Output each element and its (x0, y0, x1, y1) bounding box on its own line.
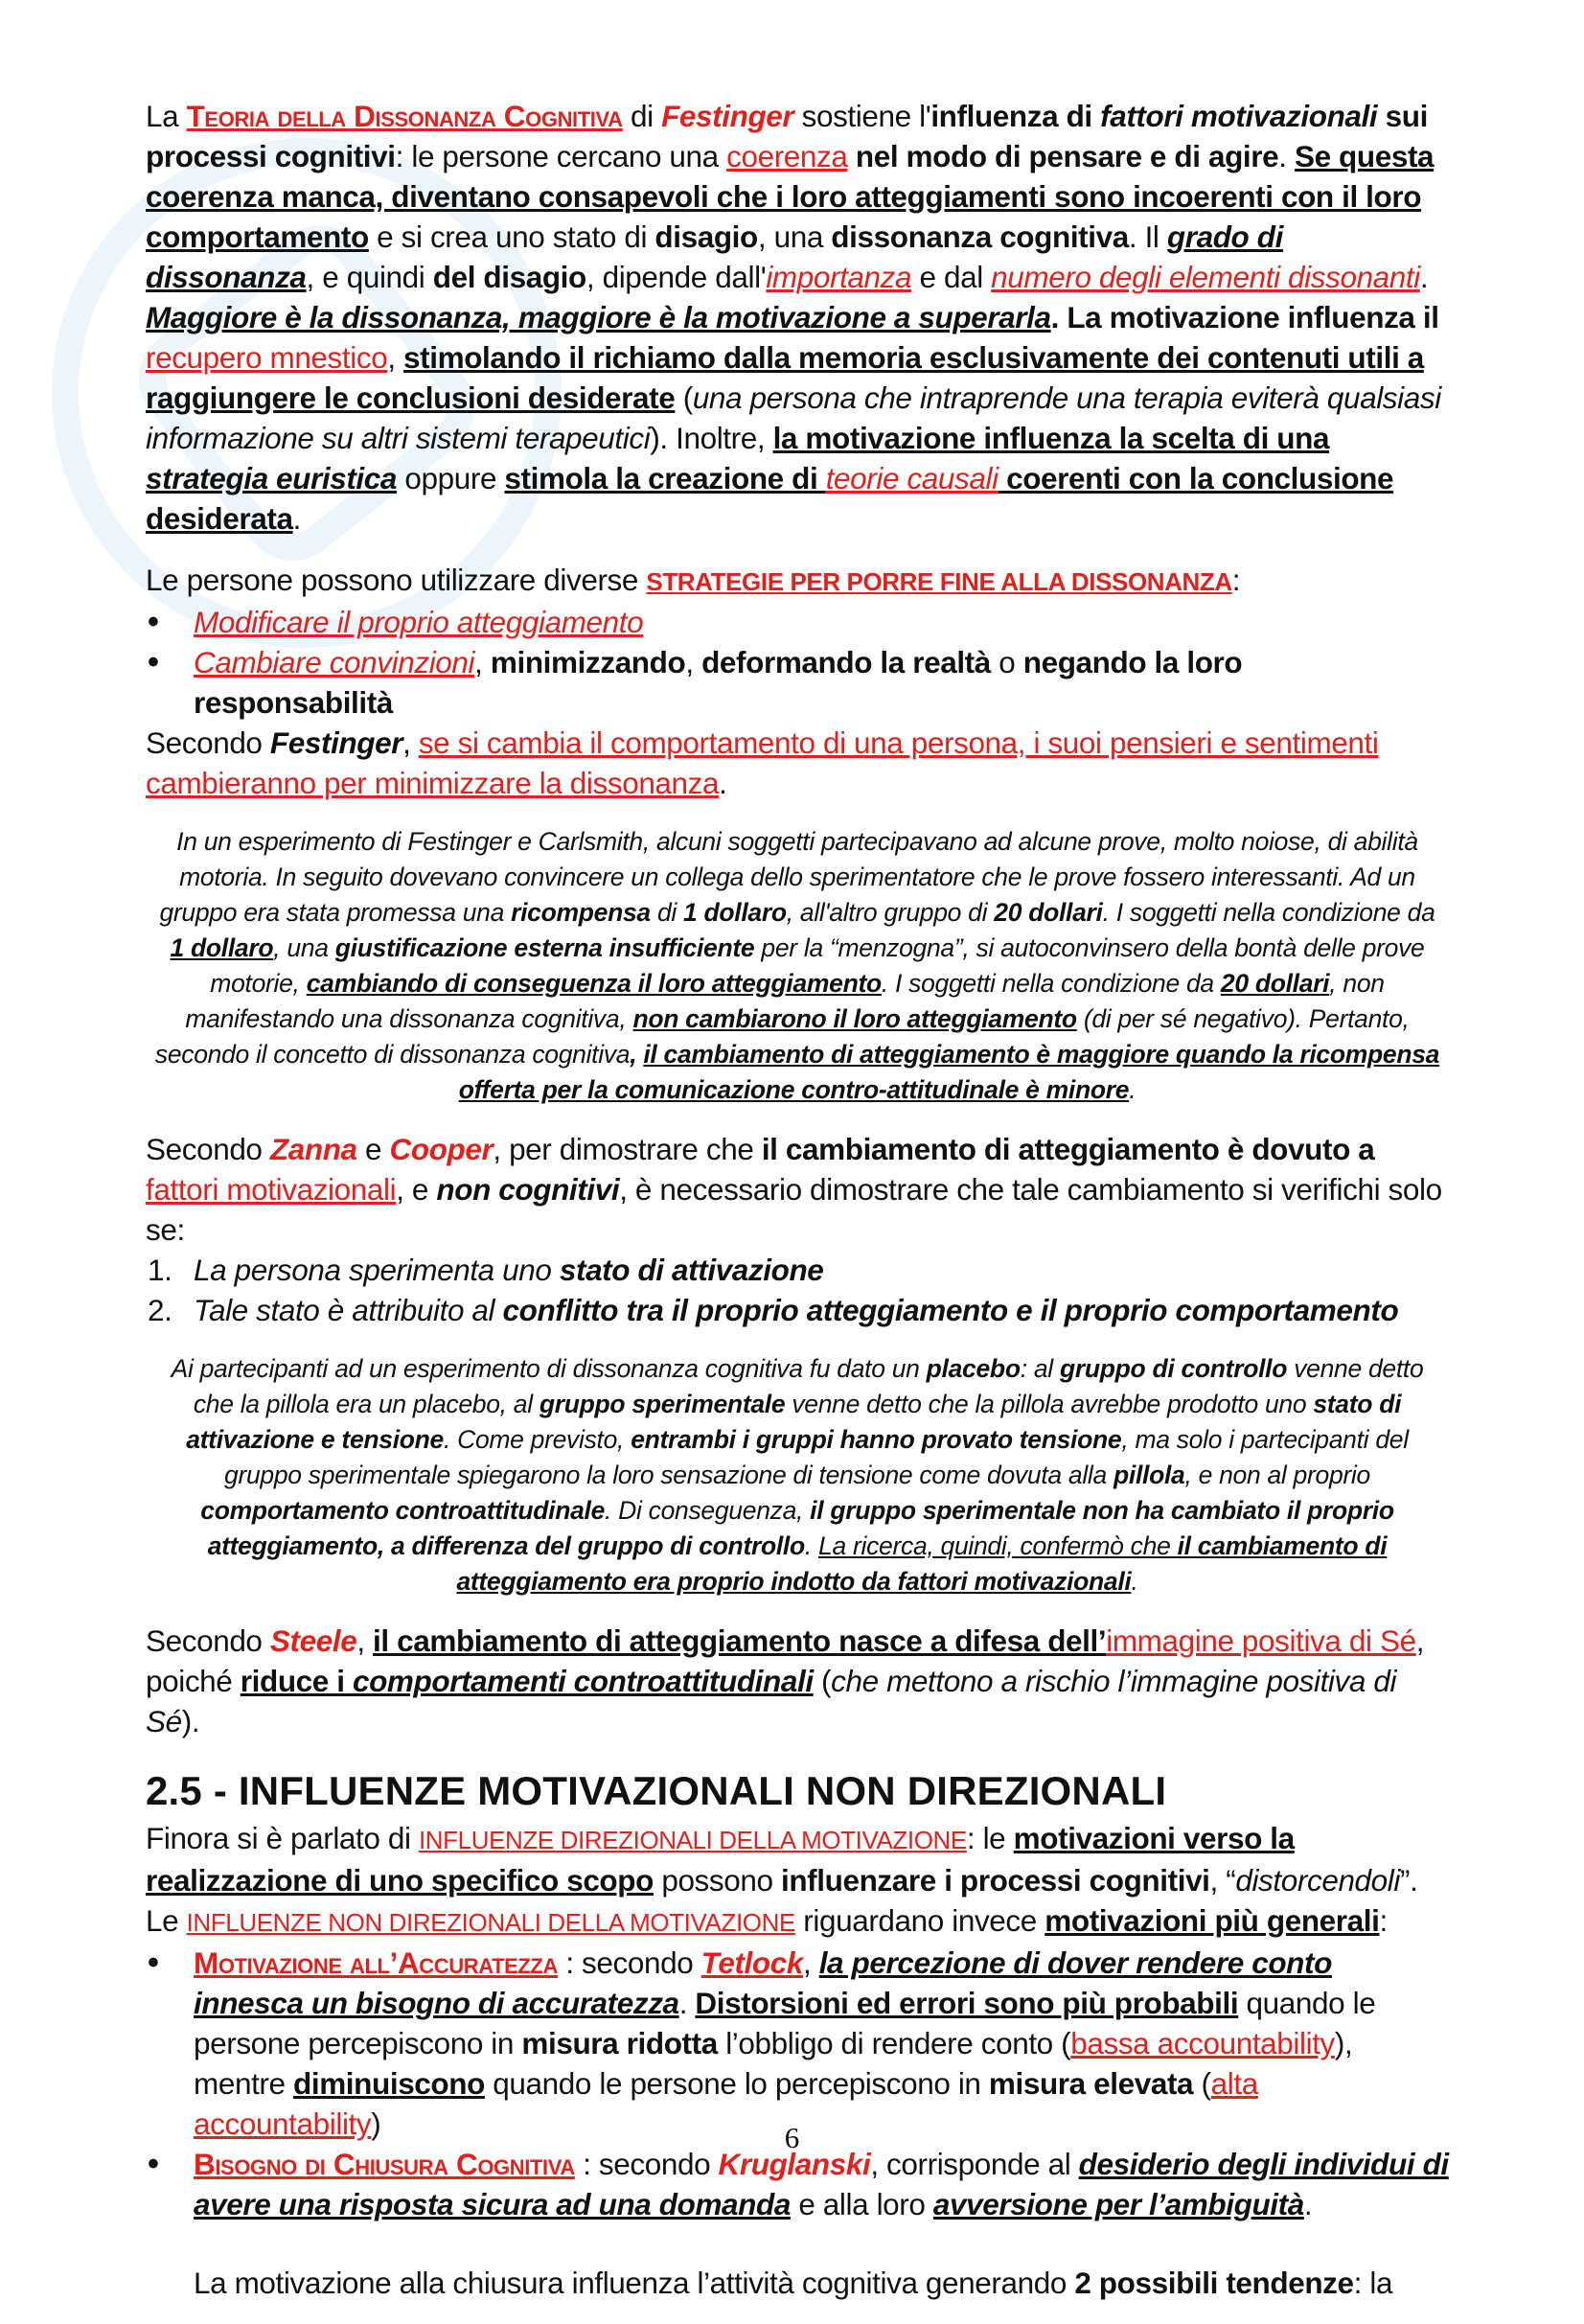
text: , (685, 645, 702, 679)
text: motivazioni verso la realizzazione di uno specifico scopo (146, 1821, 1295, 1898)
text: sui processi cognitivi (146, 99, 1428, 173)
term-immagine-positiva: immagine positiva di Sé (1106, 1623, 1416, 1658)
text: riduce i (240, 1664, 353, 1698)
text: misura ridotta (521, 2026, 718, 2060)
section-heading: 2.5 - INFLUENZE MOTIVAZIONALI NON DIREZIONALI (146, 1768, 1167, 1813)
text: gruppo di controllo (1059, 1354, 1288, 1383)
text: . (1050, 300, 1067, 334)
text: , (387, 340, 404, 375)
text: : la (1353, 2266, 1393, 2300)
text: Finora si è parlato di (146, 1821, 419, 1855)
text: La (146, 99, 187, 133)
term-numero-elementi: numero degli elementi dissonanti (991, 260, 1420, 294)
text: . (1419, 260, 1429, 294)
text: . Il (1128, 219, 1167, 254)
text: comportamenti controattitudinali (352, 1664, 814, 1698)
author-kruglanski: Kruglanski (718, 2147, 871, 2181)
text: ). Inoltre, (650, 421, 773, 455)
text: 1 dollaro (683, 898, 787, 927)
author-steele: Steele (269, 1623, 357, 1658)
text: se si cambia il comportamento di una persona, i suoi pensieri e sentimenti cambieranno per minimizzare la dissonanza (146, 725, 1379, 800)
text: il cambiamento di atteggiamento nasce a difesa dell’ (373, 1623, 1107, 1658)
paragraph-directional-influences (146, 1818, 1449, 1943)
text: Le (146, 1903, 187, 1938)
text: : secondo (574, 2147, 719, 2181)
text: di (650, 898, 684, 927)
text: fattori motivazionali (146, 1172, 397, 1207)
text: stato di attivazione (559, 1253, 824, 1287)
text: 2 possibili tendenze (1074, 2266, 1354, 2300)
text: possono (653, 1863, 781, 1898)
text: , per dimostrare che (493, 1132, 762, 1166)
text: e si crea uno stato di (368, 219, 655, 254)
text: , una (273, 933, 335, 962)
text: il cambiamento di atteggiamento era proprio indotto da fattori motivazionali (456, 1531, 1388, 1596)
text: che mettono a rischio l’immagine positiva di Sé (146, 1664, 1397, 1738)
text: . (292, 501, 301, 536)
text: e dal (911, 260, 992, 294)
text: ( (675, 380, 693, 415)
term-teorie-causali: teorie causali (825, 461, 999, 495)
text: , è necessario dimostrare che tale cambiamento si verifichi solo se: (146, 1172, 1442, 1247)
text: riguardano invece (794, 1903, 1045, 1938)
term-dissonance-theory: Teoria della Dissonanza Cognitiva (186, 99, 623, 133)
author-cooper: Cooper (389, 1132, 494, 1166)
text: il gruppo sperimentale non ha cambiato il proprio atteggiamento, a differenza del gruppo di controllo (207, 1496, 1394, 1560)
text: Se questa coerenza manca, diventano consapevoli che i loro atteggiamenti sono incoerenti con il loro comportamento (146, 139, 1435, 254)
text: non cambiarono il loro atteggiamento (632, 1004, 1077, 1033)
text: ) (371, 2106, 381, 2141)
text: : le (966, 1821, 1014, 1855)
text: distorcendoli (1235, 1863, 1400, 1898)
text: desiderio degli individui di avere una risposta sicura ad una domanda (194, 2147, 1449, 2221)
text: . (678, 1986, 696, 2020)
text: . (1303, 2187, 1313, 2221)
author-zanna: Zanna (269, 1132, 357, 1166)
text: giustificazione esterna insufficiente (334, 933, 755, 962)
text: Festinger (269, 725, 403, 760)
term-coerenza: coerenza (726, 139, 848, 173)
text: , corrisponde al (870, 2147, 1079, 2181)
text: , (630, 1040, 644, 1069)
text: : secondo (557, 1945, 701, 1980)
text: . (1129, 1075, 1136, 1104)
text: disagio (654, 219, 758, 254)
text: , (402, 725, 419, 760)
text: cambiando di conseguenza il loro atteggiamento (306, 969, 882, 998)
text: influenza di (930, 99, 1101, 133)
text: ricompensa (511, 898, 651, 927)
text: , (474, 645, 491, 679)
text: venne detto che la pillola era un placebo, al (193, 1354, 1424, 1418)
text: del disagio (432, 260, 586, 294)
text: oppure (397, 461, 505, 495)
text: non cognitivi (436, 1172, 620, 1207)
text: comportamento controattitudinale (200, 1496, 606, 1525)
paragraph-festinger-theory (146, 96, 1449, 539)
list-item (146, 602, 1449, 642)
text: il cambiamento di atteggiamento è dovuto a (761, 1132, 1375, 1166)
text: fattori motivazionali (1100, 99, 1378, 133)
term-influenze-direzionali: INFLUENZE DIREZIONALI DELLA MOTIVAZIONE (418, 1826, 967, 1854)
text: : (1231, 563, 1241, 597)
text: , (356, 1623, 374, 1658)
text: stimola la creazione di (504, 461, 826, 495)
text: pillola (1113, 1461, 1185, 1489)
text: di (622, 99, 662, 133)
text: avversione per l’ambiguità (932, 2187, 1304, 2221)
text: In un esperimento di Festinger e Carlsmith, alcuni soggetti partecipavano ad alcune prove, molto noiose, di abilità motoria. In seguito dovevano convincere un collega dello sperimentatore che le prove fossero interessanti. Ad un gruppo era stata promessa una (159, 827, 1418, 927)
text: La persona sperimenta uno (194, 1253, 560, 1287)
text: . Come previsto, (443, 1425, 631, 1454)
text: o (990, 645, 1023, 679)
list-item (146, 1250, 1449, 1290)
text: (di per sé negativo). Pertanto, secondo il concetto di dissonanza cognitiva (154, 1004, 1410, 1069)
text: placebo (926, 1354, 1021, 1383)
paragraph-zanna-cooper (146, 1129, 1449, 1250)
text: . (1278, 139, 1295, 173)
text: , poiché (146, 1623, 1425, 1698)
list-item (146, 1290, 1449, 1330)
text: . I soggetti nella condizione da (1102, 898, 1435, 927)
text: 20 dollari (1220, 969, 1330, 998)
text: deformando la realtà (701, 645, 991, 679)
experiment-box-placebo (153, 1351, 1441, 1599)
paragraph-strategies-intro (146, 560, 1449, 602)
text: , e quindi (306, 260, 433, 294)
document-page (146, 96, 1449, 2324)
paragraph-closure-tendencies (146, 2263, 1449, 2303)
text: negando la loro responsabilità (194, 645, 1243, 720)
text: gruppo sperimentale (539, 1390, 786, 1418)
text: . I soggetti nella condizione da (881, 969, 1221, 998)
term-importanza: importanza (766, 260, 912, 294)
list-item (146, 642, 1449, 723)
text: e alla loro (790, 2187, 933, 2221)
list-item-need-for-closure (146, 2144, 1449, 2224)
text: sostiene l' (793, 99, 931, 133)
text: 1 dollaro (170, 933, 274, 962)
page-number: 6 (784, 2121, 800, 2154)
text: , una (757, 219, 832, 254)
text: Secondo (146, 1132, 270, 1166)
text: l’obbligo di rendere conto ( (717, 2026, 1071, 2060)
text: , (802, 1945, 819, 1980)
term-bassa-accountability: bassa accountability (1070, 2026, 1335, 2060)
text: , all'altro gruppo di (786, 898, 995, 927)
text: La ricerca, quindi, confermò che (818, 1531, 1178, 1560)
list-item-accuracy-motivation (146, 1943, 1449, 2144)
text: Secondo (146, 725, 270, 760)
term-recupero-mnestico: recupero mnestico (146, 340, 388, 375)
text: , e non al proprio (1184, 1461, 1370, 1489)
text: Modificare il proprio atteggiamento (194, 605, 644, 639)
text: quando le persone lo percepiscono in (484, 2066, 989, 2101)
text: Tale stato è attribuito al (194, 1293, 503, 1327)
text: : al (1020, 1354, 1060, 1383)
text: quando le persone percepiscono in (194, 1986, 1376, 2060)
text: , “ (1209, 1863, 1236, 1898)
author-festinger: Festinger (661, 99, 794, 133)
text: il cambiamento di atteggiamento è maggiore quando la ricompensa offerta per la comunicazione contro-attitudinale è minore (458, 1040, 1440, 1104)
text: , dipende dall' (585, 260, 767, 294)
text: la percezione di dover rendere conto innesca un bisogno di accuratezza (194, 1945, 1332, 2020)
text: strategia euristica (146, 461, 398, 495)
text: ( (1193, 2066, 1211, 2101)
text: Secondo (146, 1623, 270, 1658)
author-tetlock: Tetlock (700, 1945, 803, 1980)
text: coerenti con la conclusione desiderata (146, 461, 1394, 536)
text: Distorsioni ed errori sono più probabili (695, 1986, 1239, 2020)
text: nel modo di pensare e di agire (847, 139, 1279, 173)
text: e (356, 1132, 390, 1166)
text: entrambi i gruppi hanno provato tensione (631, 1425, 1122, 1454)
text: La motivazione alla chiusura influenza l’attività cognitiva generando (194, 2266, 1075, 2300)
text: . Di conseguenza, (605, 1496, 811, 1525)
paragraph-steele (146, 1621, 1449, 1741)
text: , e (396, 1172, 437, 1207)
term-alta-accountability: alta accountability (194, 2066, 1258, 2141)
term-bisogno-chiusura: Bisogno di Chiusura Cognitiva (194, 2147, 575, 2181)
text: : (1379, 1903, 1388, 1938)
text: grado di dissonanza (146, 219, 1283, 294)
term-influenze-non-direzionali: INFLUENZE NON DIREZIONALI DELLA MOTIVAZIONE (186, 1908, 795, 1937)
text: ). (181, 1704, 200, 1738)
term-motivazione-accuratezza: Motivazione all’Accuratezza (194, 1945, 558, 1980)
text: stimolando il richiamo dalla memoria esclusivamente dei contenuti utili a raggiungere le conclusioni desiderate (146, 340, 1424, 415)
text: diminuiscono (293, 2066, 485, 2101)
text: , ma solo i partecipanti del gruppo sperimentale spiegarono la loro sensazione di tensione come dovuta alla (224, 1425, 1409, 1489)
text: Ai partecipanti ad un esperimento di dissonanza cognitiva fu dato un (171, 1354, 927, 1383)
text: 20 dollari (994, 898, 1103, 927)
text: dissonanza cognitiva (831, 219, 1129, 254)
text: ”. (1400, 1863, 1418, 1898)
text: ), mentre (194, 2026, 1353, 2101)
text: misura elevata (988, 2066, 1194, 2101)
text: ( (813, 1664, 832, 1698)
text: conflitto tra il proprio atteggiamento e il proprio comportamento (502, 1293, 1399, 1327)
text: motivazioni più generali (1045, 1903, 1380, 1938)
text: . (804, 1531, 819, 1560)
text: Le persone possono utilizzare diverse (146, 563, 647, 597)
text: : le persone cercano una (395, 139, 727, 173)
text: la motivazione influenza la scelta di una (772, 421, 1330, 455)
text: influenzare i processi cognitivi (780, 1863, 1210, 1898)
paragraph-festinger-claim (146, 723, 1449, 803)
text: . (719, 766, 727, 800)
term-strategie: STRATEGIE PER PORRE FINE ALLA DISSONANZA (646, 567, 1232, 596)
text: Maggiore è la dissonanza, maggiore è la motivazione a superarla (146, 300, 1051, 334)
experiment-box-festinger-carlsmith (153, 824, 1441, 1108)
text: una persona che intraprende una terapia eviterà qualsiasi informazione su altri sistemi terapeutici (146, 380, 1441, 455)
list-number: 1. (148, 1253, 172, 1287)
list-number: 2. (148, 1293, 172, 1327)
text: per la “menzogna”, si autoconvinsero della bontà delle prove motorie, (210, 933, 1425, 998)
text: minimizzando (490, 645, 686, 679)
text: Cambiare convinzioni (194, 645, 475, 679)
text: stato di attivazione e tensione (186, 1390, 1402, 1454)
text: La motivazione influenza il (1067, 300, 1439, 334)
text: venne detto che la pillola avrebbe prodotto uno (785, 1390, 1314, 1418)
text: , non manifestando una dissonanza cognitiva, (185, 969, 1385, 1033)
text: . (1131, 1567, 1138, 1596)
